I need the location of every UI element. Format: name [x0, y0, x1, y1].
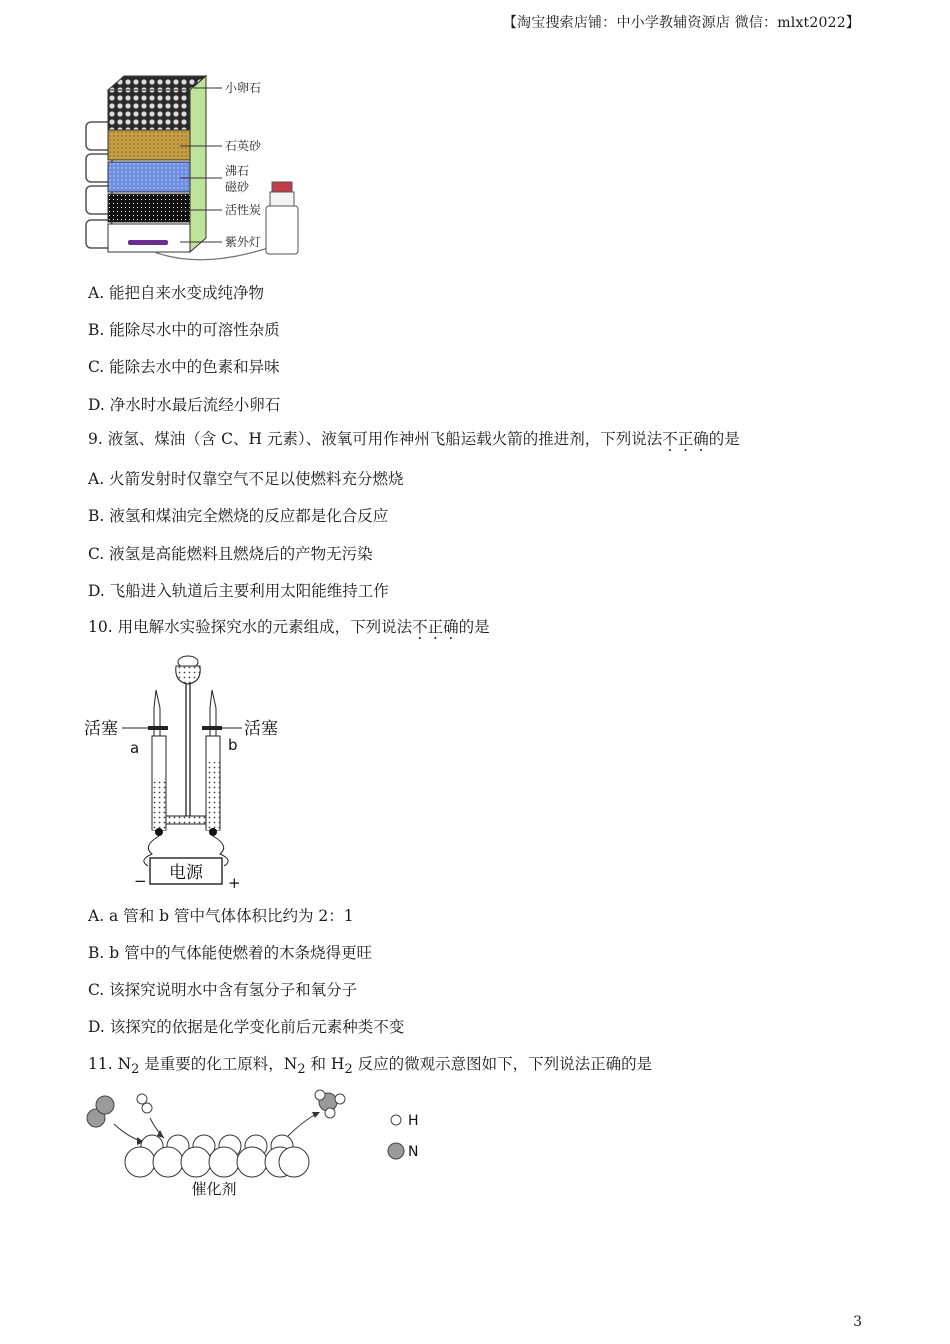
header-note: 【淘宝搜索店铺：中小学教辅资源店 微信：mlxt2022】 [502, 15, 860, 31]
legend-n-label: N [408, 1144, 419, 1160]
label-uv-lamp: 紫外灯 [225, 235, 262, 249]
q9-option-c: C. 液氢是高能燃料且燃烧后的产物无污染 [88, 545, 373, 563]
q11-stem-part-b: 是重要的化工原料，N [139, 1055, 298, 1073]
q8-option-d: D. 净水时水最后流经小卵石 [88, 396, 281, 414]
q11-stem-part-c: 和 H [305, 1055, 345, 1073]
q9-stem [88, 427, 740, 449]
catalyst-label: 催化剂 [191, 1180, 237, 1198]
q9-option-a: A. 火箭发射时仅靠空气不足以使燃料充分燃烧 [88, 470, 404, 488]
catalyst-reaction-figure [84, 1086, 444, 1206]
q10-option-c: C. 该探究说明水中含有氢分子和氧分子 [88, 981, 358, 999]
label-pebble: 小卵石 [225, 81, 262, 95]
q9-option-d: D. 飞船进入轨道后主要利用太阳能维持工作 [88, 582, 389, 600]
stopcock-right-label: 活塞 [244, 719, 278, 739]
q10-option-b: B. b 管中的气体能使燃着的木条烧得更旺 [88, 944, 373, 962]
q11-subscript-3: 2 [344, 1062, 353, 1078]
q10-stem-suffix: 的是 [458, 618, 490, 636]
q9-option-b: B. 液氢和煤油完全燃烧的反应都是化合反应 [88, 507, 389, 525]
q10-option-d: D. 该探究的依据是化学变化前后元素种类不变 [88, 1018, 405, 1036]
page-number: 3 [853, 1314, 862, 1330]
q11-stem-part-d: 反应的微观示意图如下，下列说法正确的是 [352, 1055, 653, 1073]
label-magnetic-sand: 磁砂 [225, 180, 250, 194]
q11-subscript-1: 2 [131, 1062, 140, 1078]
q10-stem-prefix: 10. 用电解水实验探究水的元素组成，下列说法 [88, 618, 413, 636]
q10-stem [88, 615, 490, 637]
electrolysis-figure [82, 650, 302, 890]
q10-stem-emphasis: 不正确 [412, 618, 459, 636]
q8-option-a: A. 能把自来水变成纯净物 [88, 284, 265, 302]
q8-option-c: C. 能除去水中的色素和异味 [88, 358, 280, 376]
positive-terminal-label: + [228, 874, 241, 890]
label-zeolite: 沸石 [225, 164, 250, 178]
water-filter-figure [84, 70, 314, 265]
q11-stem-part-a: 11. N [88, 1055, 132, 1073]
q8-option-b: B. 能除尽水中的可溶性杂质 [88, 321, 280, 339]
q11-stem [88, 1052, 652, 1077]
tube-b-label: b [228, 736, 238, 754]
tube-a-label: a [130, 739, 140, 757]
label-activated-carbon: 活性炭 [225, 203, 262, 217]
q9-stem-suffix: 的是 [708, 430, 740, 448]
q9-stem-emphasis: 不正确 [662, 430, 709, 448]
q9-stem-prefix: 9. 液氢、煤油（含 C、H 元素）、液氧可用作神州飞船运载火箭的推进剂，下列说法 [88, 430, 663, 448]
negative-terminal-label: − [134, 872, 147, 890]
q11-subscript-2: 2 [297, 1062, 306, 1078]
q10-option-a: A. a 管和 b 管中气体体积比约为 2：1 [88, 907, 354, 925]
stopcock-left-label: 活塞 [84, 719, 118, 739]
legend-h-label: H [408, 1113, 419, 1129]
label-quartz: 石英砂 [225, 139, 262, 153]
power-source-label: 电源 [169, 863, 203, 883]
